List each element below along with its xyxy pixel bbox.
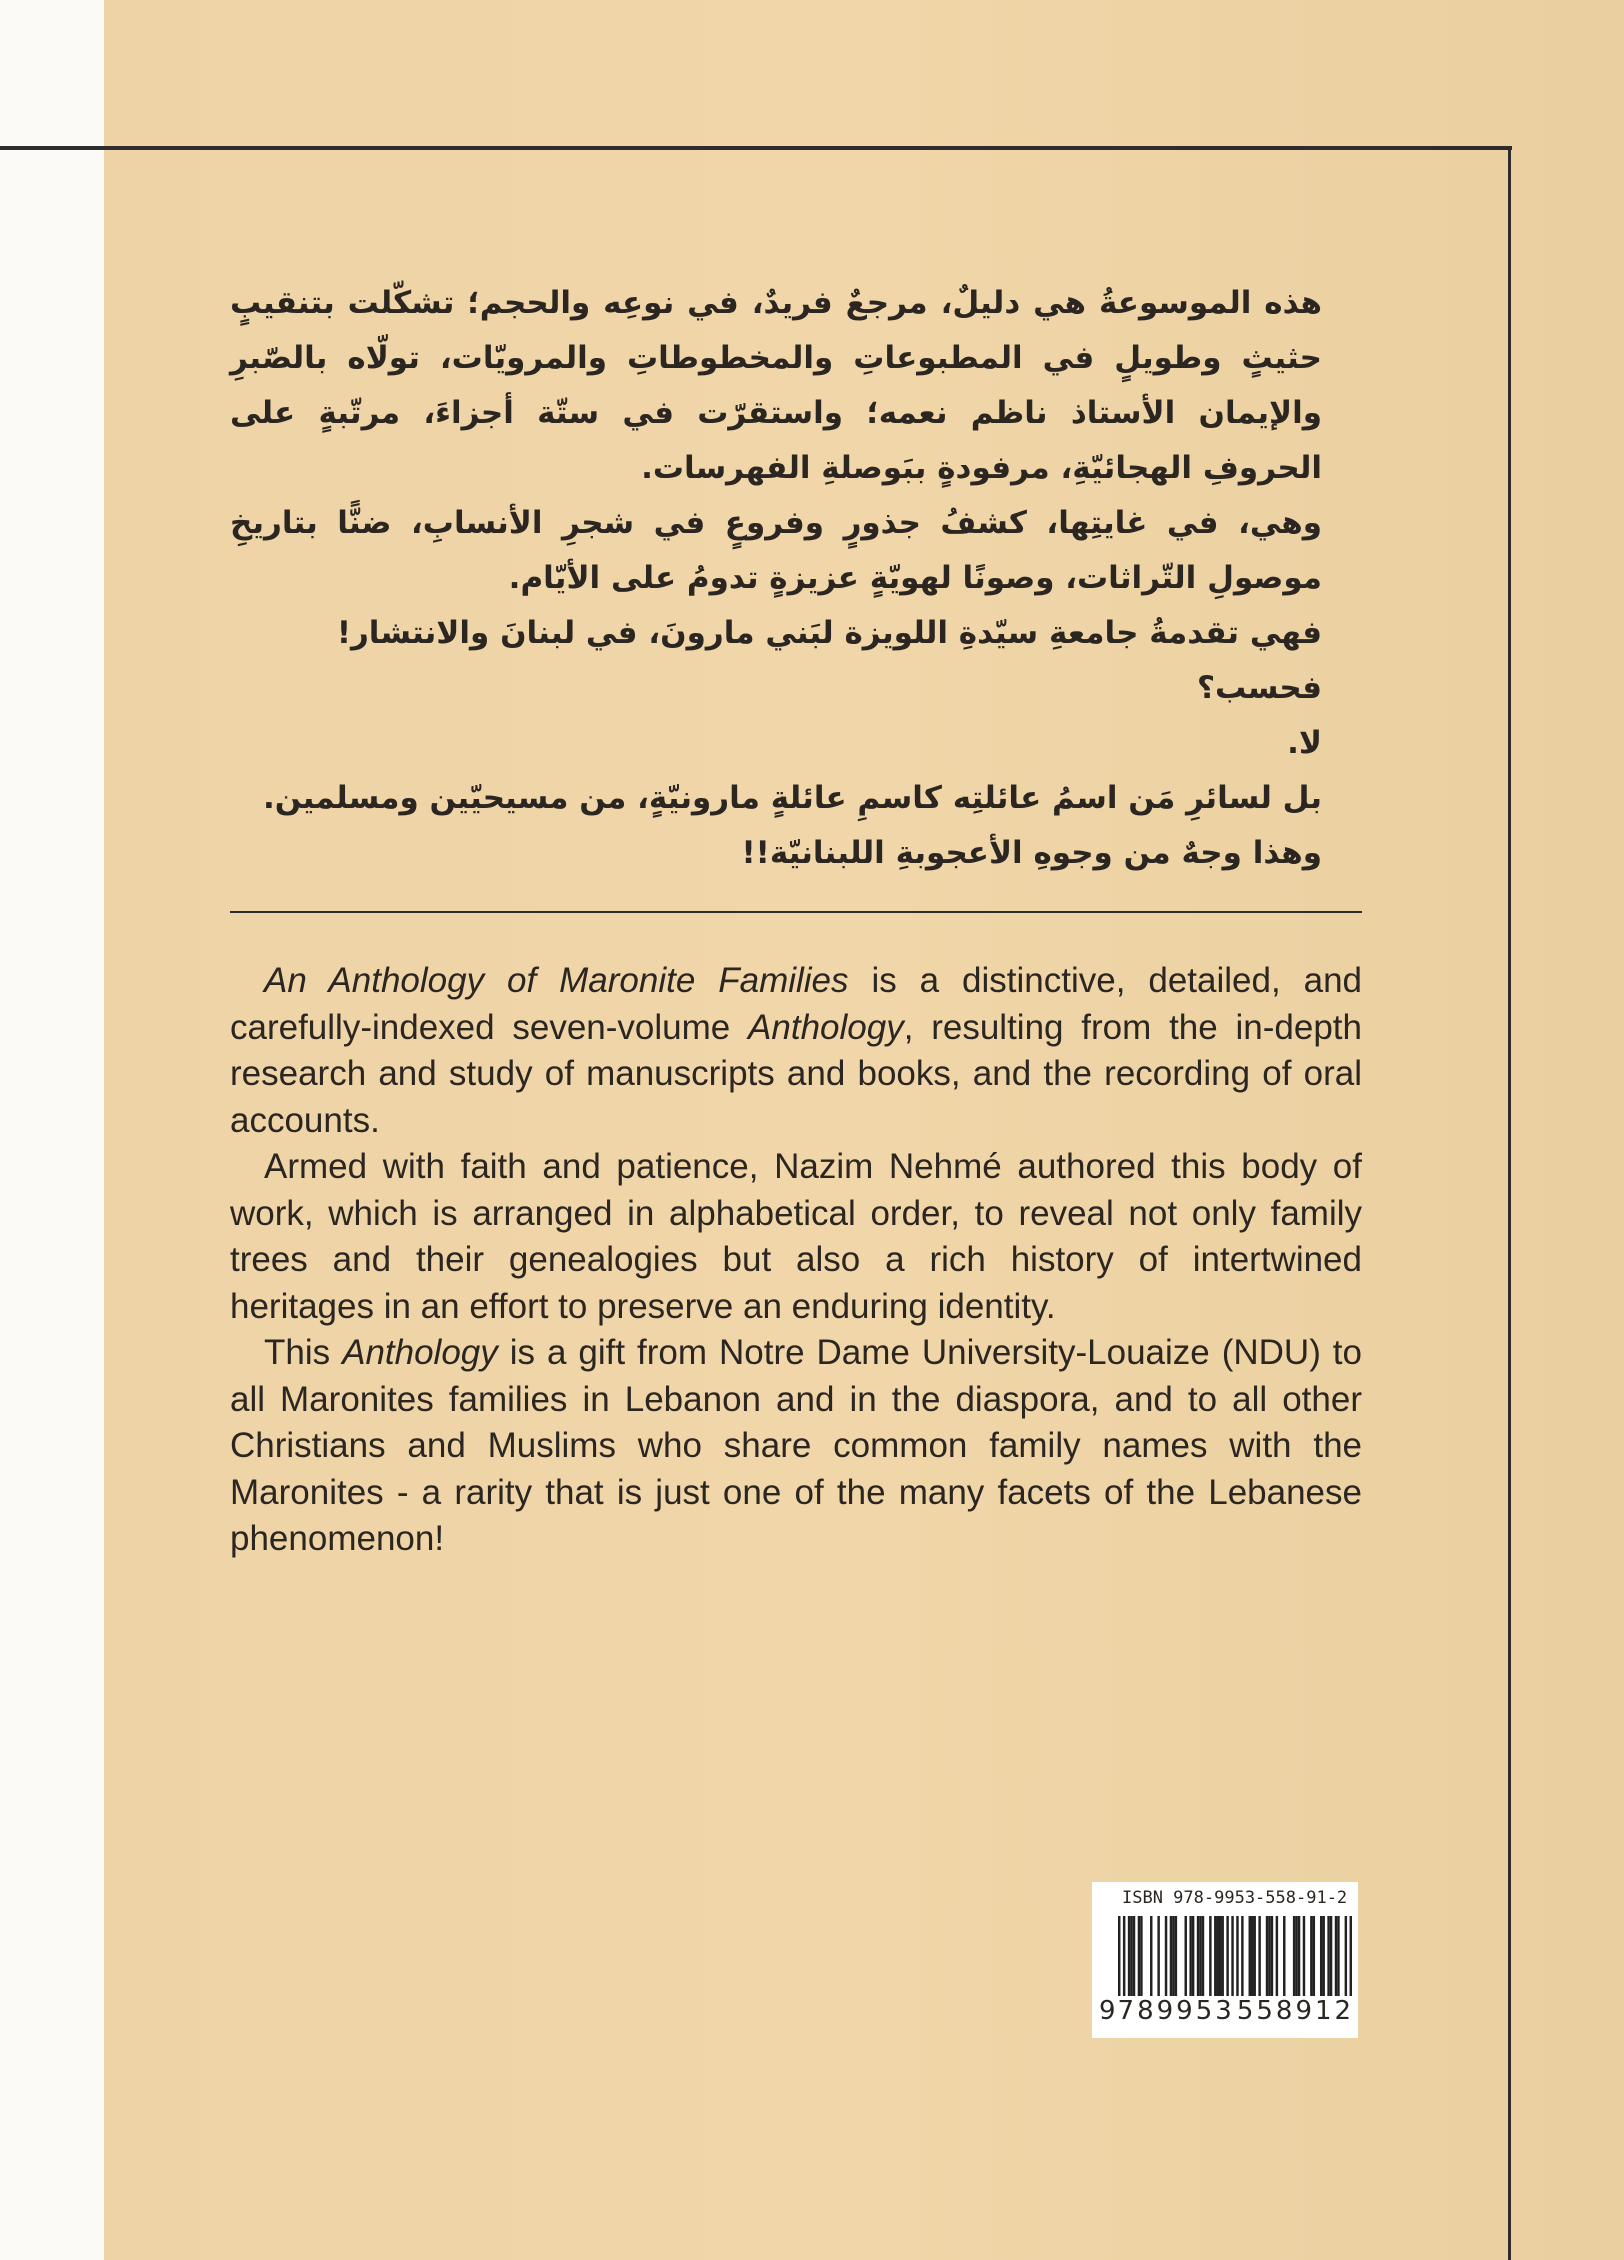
barcode-digit-lead: 9 — [1099, 1996, 1116, 2026]
barcode-bar — [1271, 1916, 1273, 2002]
barcode-digits — [1098, 1996, 1355, 2026]
text: is a distinctive, detailed, and carefully-indexed seven-volume — [230, 961, 1363, 1047]
arabic-paragraph: وهي، في غايتِها، كشفُ جذورٍ وفروعٍ في شجرِ الأنسابِ، ضنًّا بتاريخِ موصولِ التّراثات، وصونًا لهويّةٍ عزيزةٍ تدومُ على الأيّام. — [230, 505, 1322, 596]
barcode-bar — [1298, 1916, 1300, 2002]
barcode-bar — [1322, 1916, 1324, 2002]
frame-line-top — [0, 146, 1512, 150]
barcode-bar — [1268, 1916, 1270, 2002]
barcode-bar — [1330, 1916, 1332, 2002]
barcode-bar — [1276, 1916, 1278, 2002]
isbn-label: ISBN 978-9953-558-91-2 — [1122, 1888, 1348, 1908]
barcode-bar — [1293, 1916, 1295, 2002]
frame-line-right — [1508, 146, 1511, 2260]
barcode-bar — [1337, 1916, 1339, 2002]
arabic-paragraph: فهي تقدمةُ جامعةِ سيّدةِ اللويزة لبَني مارونَ، في لبنانَ والانتشار! — [336, 615, 1322, 651]
barcode-bar — [1253, 1916, 1255, 2002]
barcode-bar — [1130, 1916, 1132, 2002]
barcode-bar — [1266, 1916, 1268, 2002]
english-paragraph-1 — [230, 958, 1362, 1144]
barcode-digits-right: 558912 — [1236, 1996, 1355, 2026]
barcode-bar — [1209, 1916, 1211, 2002]
section-divider — [230, 911, 1362, 913]
barcode-bar — [1138, 1916, 1140, 2002]
barcode-bar — [1175, 1916, 1177, 2002]
arabic-blurb — [230, 276, 1362, 881]
barcode-bar — [1165, 1916, 1167, 2002]
barcode-bar — [1185, 1916, 1187, 2002]
barcode-bar — [1133, 1916, 1135, 2002]
barcode-bar — [1258, 1916, 1260, 2002]
text: , resulting from the in-depth research and study of manuscripts and books, and the recording of oral accounts. — [230, 1007, 1362, 1140]
barcode-bar — [1199, 1916, 1201, 2002]
barcode-bar — [1140, 1916, 1142, 2002]
barcode-bar — [1189, 1916, 1191, 2002]
barcode-bar — [1219, 1916, 1221, 2002]
barcode-bar — [1192, 1916, 1194, 2002]
english-paragraph-3 — [230, 1330, 1362, 1563]
barcode-bar — [1310, 1916, 1312, 2002]
barcode-bar — [1249, 1916, 1251, 2002]
barcode-bar — [1170, 1916, 1172, 2002]
barcode-bar — [1226, 1916, 1228, 2002]
barcode-bar — [1217, 1916, 1219, 2002]
text: This — [264, 1333, 343, 1372]
barcode-bar — [1214, 1916, 1216, 2002]
barcode-bar — [1313, 1916, 1315, 2002]
barcode-bar — [1202, 1916, 1204, 2002]
barcode-bar — [1335, 1916, 1337, 2002]
barcode-bar — [1197, 1916, 1199, 2002]
arabic-paragraph: وهذا وجهٌ من وجوهِ الأعجوبةِ اللبنانيّة!! — [741, 835, 1322, 871]
arabic-paragraph: هذه الموسوعةُ هي دليلٌ، مرجعٌ فريدٌ، في نوعِه والحجم؛ تشكّلت بتنقيبٍ حثيثٍ وطويلٍ في المطبوعاتِ والمخطوطاتِ والمرويّات، تولّاه بالصّبرِ والإيمان الأستاذ ناظم نعمه؛ واستقرّت في ستّة أجزاءَ، مرتّبةٍ على الحروفِ الهجائيّةِ، مرفودةٍ ببَوصلةِ الفهرسات. — [230, 285, 1322, 486]
barcode-bar — [1128, 1916, 1130, 2002]
barcode-digits-left: 789953 — [1117, 1996, 1235, 2026]
english-paragraph-2: Armed with faith and patience, Nazim Nehmé authored this body of work, which is arranged in alphabetical order, to reveal not only family trees and their genealogies but also a rich history of intertwined heritages in an effort to preserve an enduring identity. — [230, 1147, 1362, 1326]
emphasis: Anthology — [342, 1333, 498, 1372]
barcode-bar — [1157, 1916, 1159, 2002]
barcode-bar — [1241, 1916, 1243, 2002]
arabic-paragraph: فحسب؟ — [1197, 670, 1322, 706]
barcode-bar — [1150, 1916, 1152, 2002]
barcode-bar — [1295, 1916, 1297, 2002]
barcode-bar — [1221, 1916, 1223, 2002]
barcode-bar — [1251, 1916, 1253, 2002]
english-blurb — [230, 958, 1362, 1563]
text: is a gift from Notre Dame University-Louaize (NDU) to all Maronites families in Lebanon and in the diaspora, and to all other Christians and Muslims who share common family names with the Maronites - a rarity that is just one of the many facets of the Lebanese phenomenon! — [230, 1333, 1362, 1558]
barcode-bar — [1320, 1916, 1322, 2002]
page-margin — [0, 0, 104, 2260]
arabic-paragraph: لا. — [1287, 725, 1322, 761]
book-title: An Anthology of Maronite Families — [264, 961, 849, 1000]
barcode-bar — [1327, 1916, 1329, 2002]
emphasis: Anthology — [748, 1007, 904, 1047]
arabic-paragraph: بل لسائرِ مَن اسمُ عائلتِه كاسمِ عائلةٍ مارونيّةٍ، من مسيحيّين ومسلمين. — [262, 780, 1322, 816]
isbn-barcode — [1092, 1882, 1358, 2038]
barcode-bar — [1303, 1916, 1305, 2002]
barcode-bar — [1283, 1916, 1285, 2002]
barcode-bar — [1172, 1916, 1174, 2002]
